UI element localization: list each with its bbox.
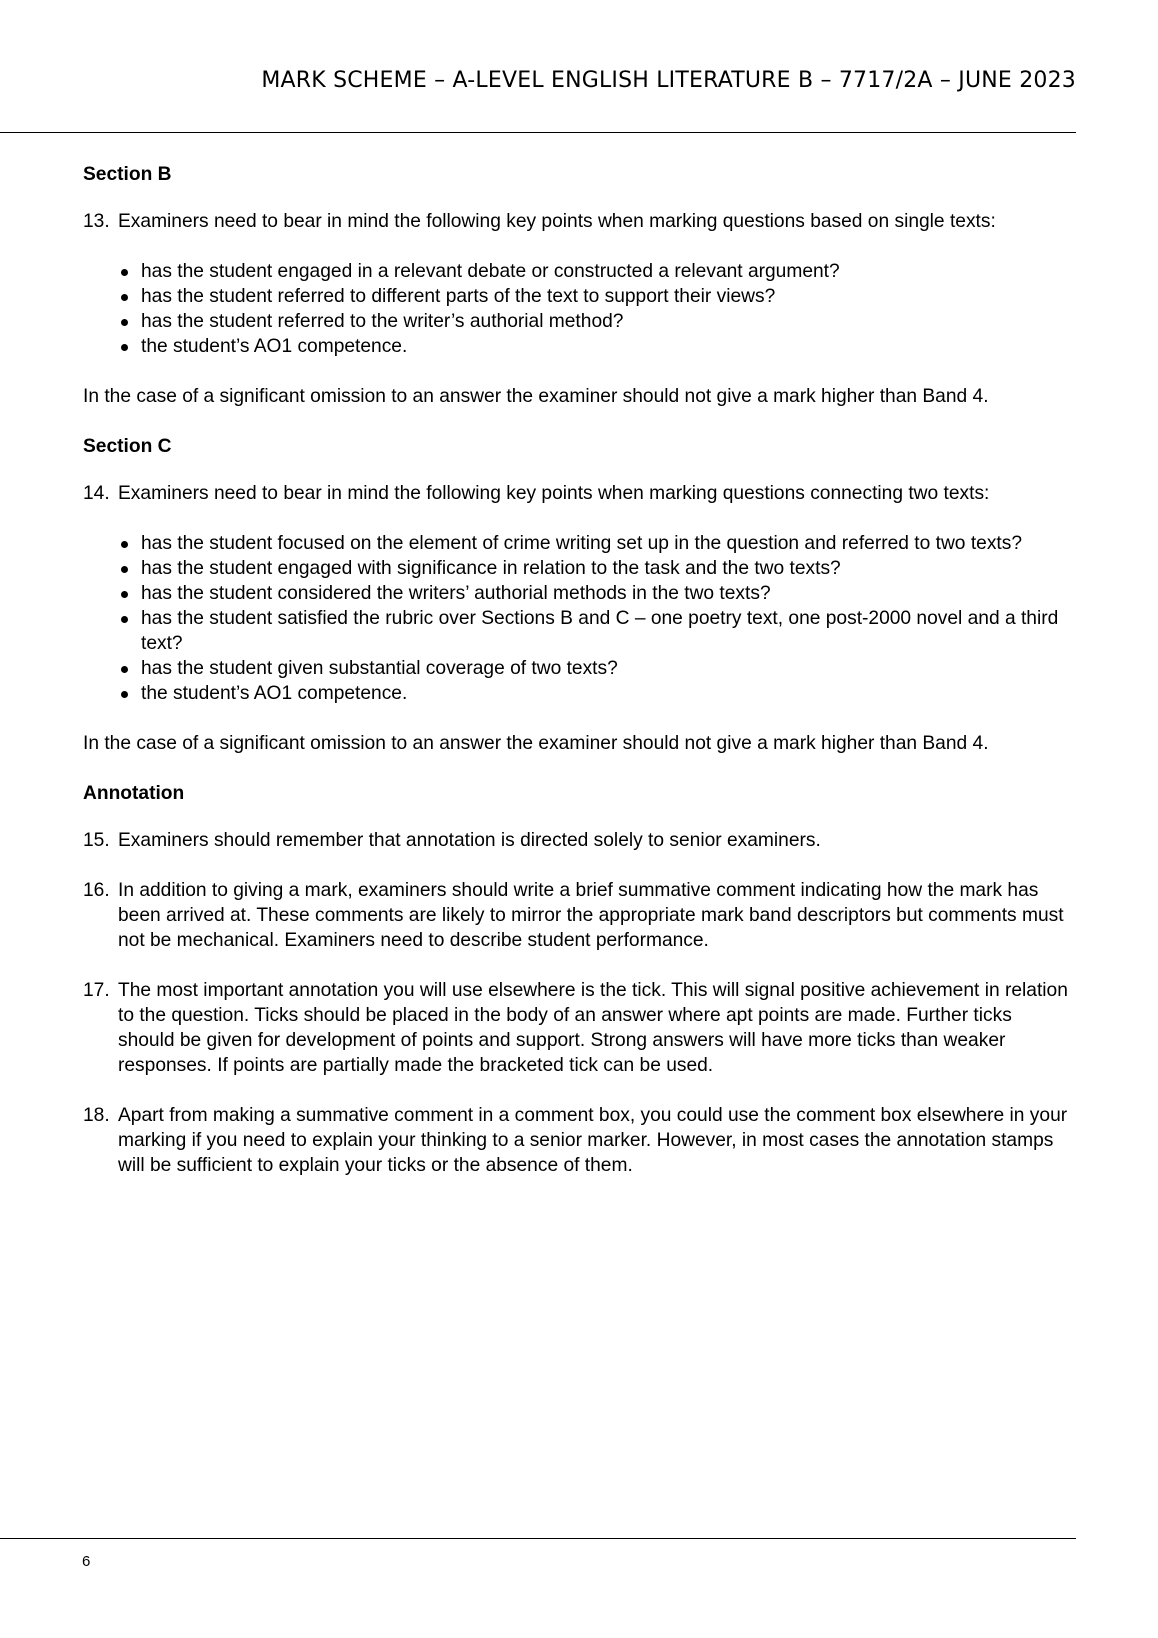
item-18 [83,1103,1073,1178]
item-17 [83,978,1073,1078]
item-number: 15. [83,830,110,851]
list-item [117,309,1073,334]
page-header-title: MARK SCHEME – A-LEVEL ENGLISH LITERATURE B – 7717/2A – JUNE 2023 [261,68,1076,93]
page-number: 6 [82,1553,91,1570]
section-c-heading: Section C [83,436,172,457]
section-b-heading: Section B [83,164,172,185]
list-item [117,334,1073,359]
section-c-bullet-list [83,531,1073,706]
item-number: 13. [83,211,110,232]
list-item [117,284,1073,309]
item-16 [83,878,1073,953]
list-item-text: has the student referred to different parts of the text to support their views? [141,286,776,307]
list-item [117,556,1073,581]
annotation-heading: Annotation [83,783,185,804]
section-b-bullet-list [83,259,1073,359]
item-number: 14. [83,483,110,504]
list-item [117,531,1073,556]
item-text: In addition to giving a mark, examiners should write a brief summative comment indicating how the mark has been arrived at. These comments are likely to mirror the appropriate mark band descriptors but comments must not be mechanical. Examiners need to describe student performance. [118,880,1064,951]
list-item [117,606,1073,656]
list-item-text: the student’s AO1 competence. [141,336,408,357]
list-item-text: has the student given substantial coverage of two texts? [141,658,618,679]
item-number: 16. [83,880,110,901]
item-number: 17. [83,980,110,1001]
list-item-text: has the student engaged in a relevant debate or constructed a relevant argument? [141,261,840,282]
list-item [117,259,1073,284]
item-text: Examiners need to bear in mind the following key points when marking questions based on single texts: [118,211,996,232]
section-c-note: In the case of a significant omission to an answer the examiner should not give a mark higher than Band 4. [83,733,989,754]
bullet-icon [121,269,128,276]
bullet-icon [121,691,128,698]
bullet-icon [121,566,128,573]
bullet-icon [121,591,128,598]
header-divider [0,132,1076,133]
bullet-icon [121,666,128,673]
bullet-icon [121,616,128,623]
list-item [117,681,1073,706]
item-15 [83,828,1073,853]
bullet-icon [121,294,128,301]
item-13 [83,209,1073,234]
list-item [117,581,1073,606]
list-item-text: has the student engaged with significance in relation to the task and the two texts? [141,558,841,579]
list-item-text: has the student referred to the writer’s authorial method? [141,311,624,332]
list-item [117,656,1073,681]
item-text: The most important annotation you will use elsewhere is the tick. This will signal positive achievement in relation to the question. Ticks should be placed in the body of an answer where apt points are made. Further ticks should be given for development of points and support. Strong answers will have more ticks than weaker responses. If points are partially made the bracketed tick can be used. [118,980,1068,1076]
item-number: 18. [83,1105,110,1126]
list-item-text: has the student focused on the element of crime writing set up in the question and referred to two texts? [141,533,1023,554]
list-item-text: the student’s AO1 competence. [141,683,408,704]
list-item-text: has the student considered the writers’ authorial methods in the two texts? [141,583,771,604]
footer-divider [0,1538,1076,1539]
list-item-text: has the student satisfied the rubric over Sections B and C – one poetry text, one post-2000 novel and a third text? [141,608,1059,654]
section-b-note: In the case of a significant omission to an answer the examiner should not give a mark higher than Band 4. [83,386,989,407]
bullet-icon [121,541,128,548]
bullet-icon [121,344,128,351]
bullet-icon [121,319,128,326]
document-body [83,162,1073,1203]
item-text: Examiners should remember that annotation is directed solely to senior examiners. [118,830,821,851]
item-text: Examiners need to bear in mind the following key points when marking questions connecting two texts: [118,483,990,504]
item-text: Apart from making a summative comment in a comment box, you could use the comment box elsewhere in your marking if you need to explain your thinking to a senior marker. However, in most cases the annotation stamps will be sufficient to explain your ticks or the absence of them. [118,1105,1068,1176]
item-14 [83,481,1073,506]
